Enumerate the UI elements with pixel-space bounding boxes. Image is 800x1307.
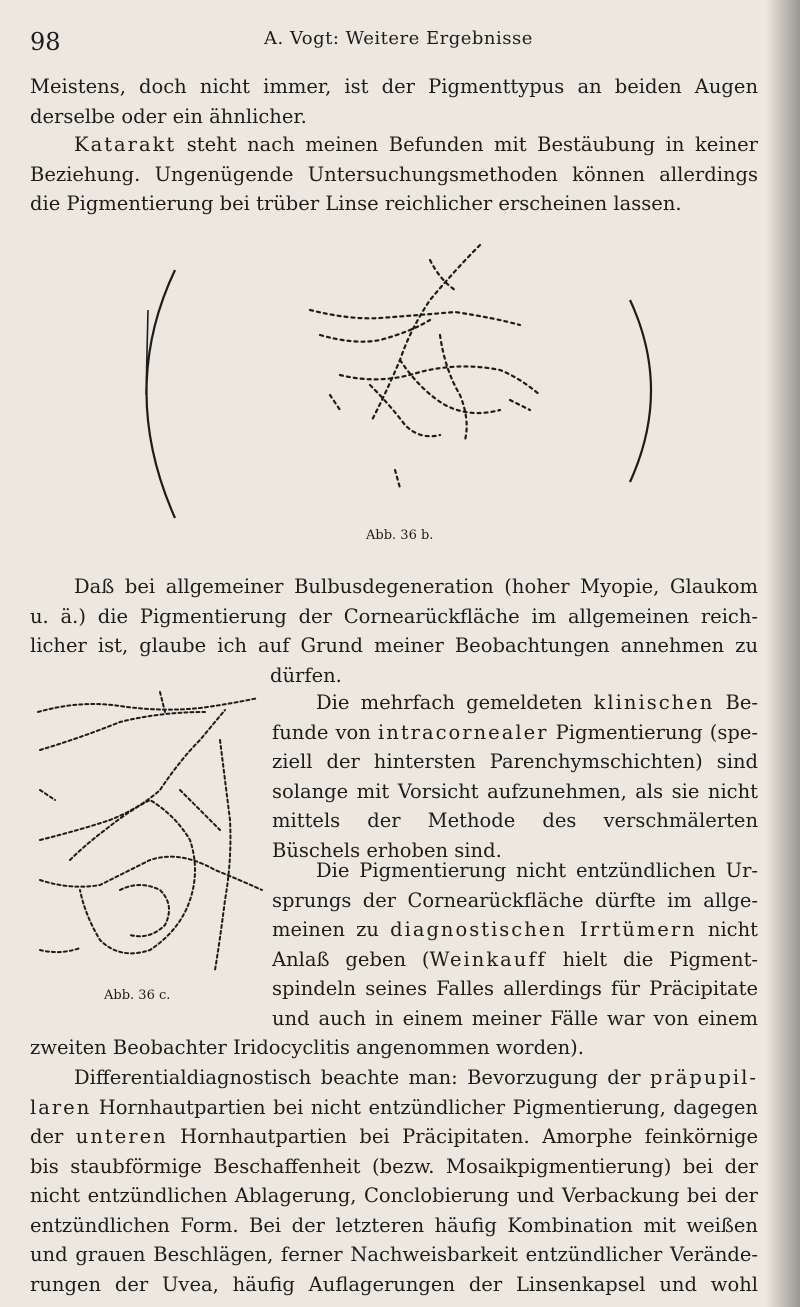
paragraph-intracorneal	[272, 688, 758, 865]
text-line: die Pigmentierung bei trüber Linse reichlicher erscheinen lassen.	[30, 192, 682, 215]
emphasized-term: Katarakt	[74, 133, 177, 156]
text-line	[30, 1093, 758, 1123]
emphasized-term: laren	[30, 1095, 92, 1119]
text-fragment: steht nach meinen Befunden mit Bestäubung in keiner	[176, 133, 758, 156]
text-fragment: Anlaß geben (	[272, 947, 430, 971]
text-fragment: Differentialdiagnostisch beachte man: Bevorzugung der	[74, 1066, 650, 1089]
text-line: mittels der Methode des verschmälerten	[272, 809, 758, 832]
text-line: sprungs der Cornearückfläche dürfte im allge-	[272, 888, 758, 912]
text-line: Büschels erhoben sind.	[272, 838, 502, 862]
text-line: Daß bei allgemeiner Bulbusdegeneration (hoher Myopie, Glaukom	[74, 575, 758, 598]
text-line: und grauen Beschlägen, ferner Nachweisbarkeit entzündlicher Verände-	[30, 1243, 758, 1266]
running-head: A. Vogt: Weitere Ergebnisse	[264, 28, 533, 49]
text-fragment: Hornhautpartien bei Präcipitaten. Amorphe feinkörnige	[167, 1125, 758, 1148]
figure-36b-caption: Abb. 36 b.	[366, 528, 434, 543]
text-fragment: der	[30, 1125, 76, 1148]
text-line	[30, 1122, 758, 1152]
emphasized-term: klinischen	[593, 691, 715, 714]
text-line: Meistens, doch nicht immer, ist der Pigmenttypus an beiden Augen	[30, 75, 758, 98]
text-fragment: meinen zu	[272, 918, 391, 941]
text-line: derselbe oder ein ähnlicher.	[30, 104, 307, 128]
text-line: entzündlichen Form. Bei der letzteren häufig Kombination mit weißen	[30, 1213, 758, 1237]
emphasized-term: Weinkauff	[429, 947, 547, 971]
emphasized-term: unteren	[75, 1125, 168, 1148]
text-fragment: funde von	[272, 720, 379, 744]
text-line: rungen der Uvea, häufig Auflagerungen der Linsenkapsel und wohl	[30, 1272, 758, 1296]
text-line: Beziehung. Ungenügende Untersuchungsmethoden können allerdings	[30, 162, 758, 186]
text-fragment: Hornhautpartien bei nicht entzündlicher Pigmentierung, dagegen	[91, 1095, 758, 1119]
text-line: u. ä.) die Pigmentierung der Cornearückfläche im allgemeinen reich-	[30, 604, 758, 628]
text-line	[272, 915, 758, 945]
paragraph-differential-diagnosis	[30, 1063, 758, 1299]
emphasized-term: präpupil-	[649, 1066, 758, 1089]
text-fragment: Pigmentierung (spe-	[548, 720, 758, 744]
text-fragment: nicht	[696, 918, 758, 941]
text-fragment: Die mehrfach gemeldeten	[316, 691, 594, 714]
text-fragment: hielt die Pigment-	[546, 947, 758, 971]
page-number: 98	[30, 28, 61, 56]
emphasized-term: intracornealer	[378, 720, 549, 744]
text-line: zweiten Beobachter Iridocyclitis angenommen worden).	[30, 1036, 584, 1059]
paragraph-diagnostic-errors-end	[30, 1033, 758, 1063]
paragraph-diagnostic-errors	[272, 856, 758, 1033]
emphasized-term: diagnostischen Irrtümern	[390, 918, 697, 941]
text-line: und auch in einem meiner Fälle war von einem	[272, 1006, 758, 1030]
text-line	[272, 945, 758, 975]
text-line: solange mit Vorsicht aufzunehmen, als sie nicht	[272, 779, 758, 803]
text-line: ziell der hintersten Parenchymschichten) sind	[272, 750, 758, 773]
text-line: nicht entzündlichen Ablagerung, Conclobierung und Verbackung bei der	[30, 1184, 758, 1207]
text-line: licher ist, glaube ich auf Grund meiner Beobachtungen annehmen zu	[30, 634, 758, 657]
text-line	[30, 1063, 758, 1093]
text-line: spindeln seines Falles allerdings für Präcipitate	[272, 977, 758, 1000]
figure-36c-caption: Abb. 36 c.	[104, 988, 171, 1003]
text-line: bis staubförmige Beschaffenheit (bezw. Mosaikpigmentierung) bei der	[30, 1154, 758, 1178]
text-fragment: Be-	[714, 691, 758, 714]
text-line: dürfen.	[270, 663, 342, 687]
text-line: Die Pigmentierung nicht entzündlichen Ur-	[316, 859, 758, 882]
page-binding-shadow	[766, 0, 800, 1307]
text-line	[272, 688, 758, 718]
text-line	[272, 718, 758, 748]
